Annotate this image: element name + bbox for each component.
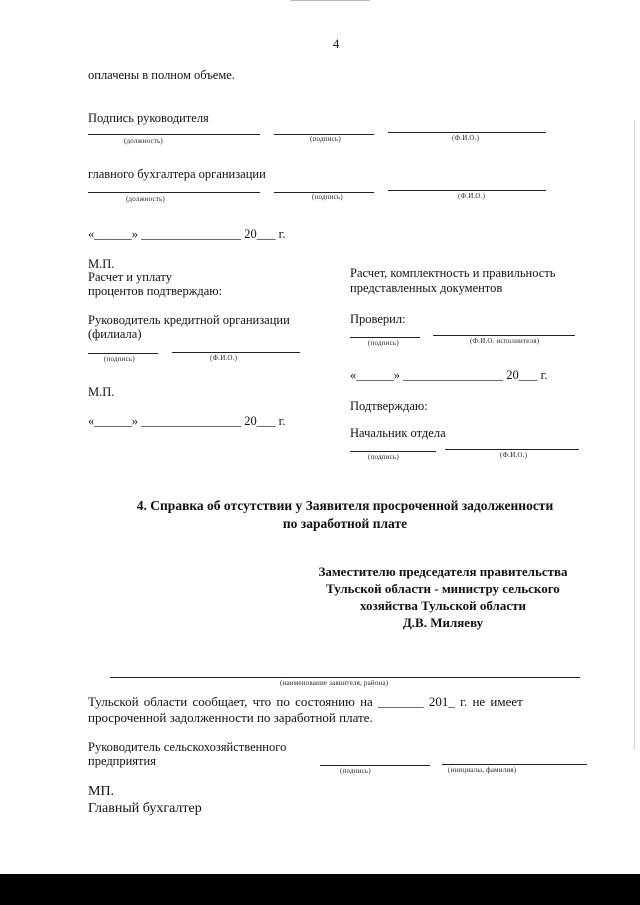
fio-line-1 (388, 132, 546, 133)
paid-text: оплачены в полном объеме. (88, 68, 235, 82)
mp-label-1: М.П. (88, 257, 115, 271)
caption-position-1: (должность) (124, 137, 163, 145)
caption-agri-signature: (подпись) (340, 767, 371, 775)
caption-checked-fio: (Ф.И.О. исполнителя) (470, 337, 540, 345)
confirm-calc-line1: Расчет и уплату (88, 270, 172, 284)
caption-credit-signature: (подпись) (104, 355, 135, 363)
chief-accountant-label: главного бухгалтера организации (88, 167, 266, 181)
credit-fio-line (172, 352, 300, 353)
confirm-calc-line2: процентов подтверждаю: (88, 284, 223, 298)
section-title-line1: 4. Справка об отсутствии у Заявителя просроченной задолженности (136, 498, 554, 513)
dept-fio-line (445, 449, 579, 450)
caption-signature-2: (подпись) (312, 193, 343, 201)
caption-signature-1: (подпись) (310, 135, 341, 143)
caption-applicant: (наименование заявителя, района) (280, 679, 389, 687)
caption-dept-signature: (подпись) (368, 453, 399, 461)
report-text-line1: Тульской области сообщает, что по состоянию на _______ 201_ г. не имеет (88, 694, 523, 709)
head-credit-line1: Руководитель кредитной организации (88, 313, 290, 327)
position-line-1 (88, 134, 260, 135)
fio-line-2 (388, 190, 546, 191)
applicant-name-line (110, 677, 580, 678)
scan-bottom-edge (0, 874, 640, 905)
date-line-left: «______» ________________ 20___ г. (88, 414, 286, 428)
report-text-line2: просроченной задолженности по заработной плате. (88, 710, 373, 725)
checked-signature-line (350, 337, 420, 338)
calc-line1: Расчет, комплектность и правильность (350, 266, 556, 280)
credit-signature-line (88, 353, 158, 354)
addressee-line3: хозяйства Тульской области (360, 597, 526, 613)
agri-signature-line (320, 765, 430, 766)
scan-top-mark (290, 0, 370, 1)
addressee-line4: Д.В. Миляеву (402, 614, 484, 630)
mp-label-3: МП. (88, 784, 115, 799)
caption-fio-1: (Ф.И.О.) (452, 134, 480, 142)
section-title-line2: по заработной плате (282, 515, 408, 531)
dept-head-label: Начальник отдела (350, 426, 446, 440)
confirm-label: Подтверждаю: (350, 399, 428, 413)
calc-line2: представленных документов (350, 281, 503, 295)
head-credit-line2: (филиала) (88, 327, 142, 341)
caption-fio-2: (Ф.И.О.) (458, 192, 486, 200)
addressee-line2: Тульской области - министру сельского (326, 580, 560, 596)
mp-label-2: М.П. (88, 385, 115, 399)
signature-head-label: Подпись руководителя (88, 111, 209, 125)
dept-signature-line (350, 451, 436, 452)
date-line-right: «______» ________________ 20___ г. (350, 368, 548, 382)
head-agri-line1: Руководитель сельскохозяйственного (88, 740, 287, 754)
caption-dept-fio: (Ф.И.О.) (500, 451, 528, 459)
head-agri-line2: предприятия (88, 754, 156, 768)
position-line-2 (88, 192, 260, 193)
caption-credit-fio: (Ф.И.О.) (210, 354, 238, 362)
caption-position-2: (должность) (126, 195, 165, 203)
checked-label: Проверил: (350, 312, 406, 326)
agri-initials-line (442, 764, 587, 765)
caption-agri-initials: (инициалы, фамилия) (448, 766, 517, 774)
addressee-block (288, 564, 598, 632)
addressee-line1: Заместителю председателя правительства (318, 564, 568, 579)
page-number: 4 (333, 37, 340, 51)
checked-fio-line (433, 335, 575, 336)
date-line-top: «______» ________________ 20___ г. (88, 227, 286, 241)
caption-checked-signature: (подпись) (368, 339, 399, 347)
section-title (60, 497, 630, 532)
scan-edge-shadow (634, 120, 635, 750)
chief-accountant-bottom: Главный бухгалтер (88, 801, 202, 816)
